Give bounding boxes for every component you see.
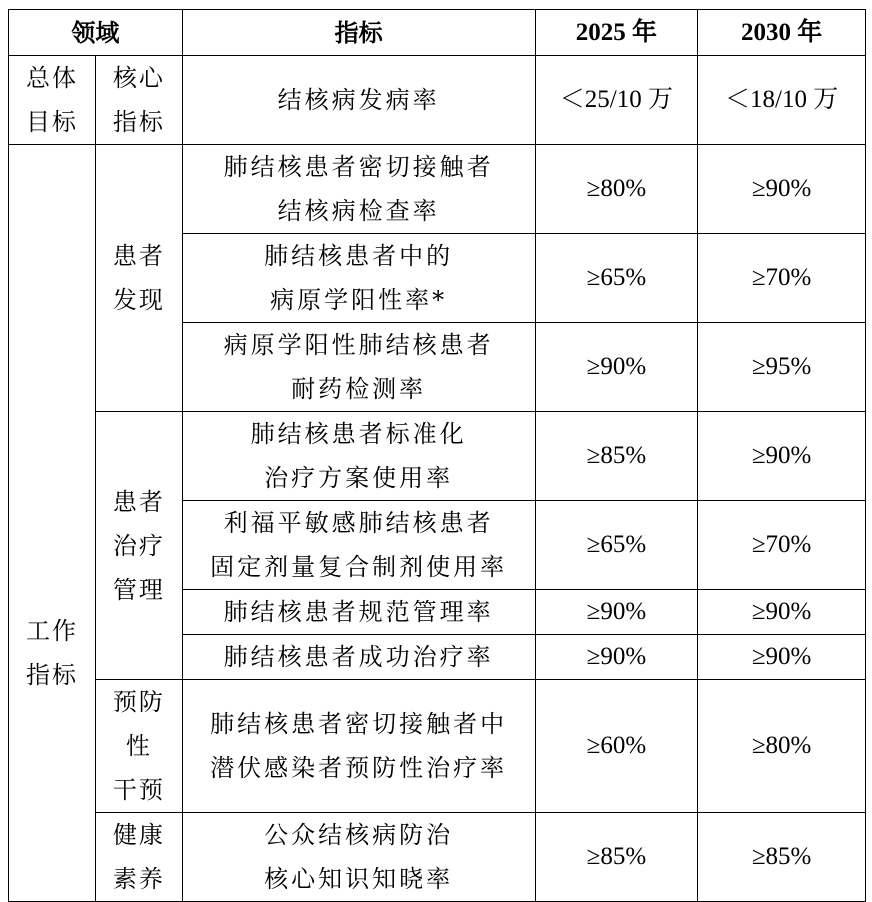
value-2025: ≥80%	[535, 145, 698, 234]
indicator-cell: 肺结核患者成功治疗率	[182, 635, 535, 680]
indicator-cell: 病原学阳性肺结核患者 耐药检测率	[182, 323, 535, 412]
table-row	[9, 813, 866, 902]
header-row	[9, 10, 866, 56]
value-2025: ≥60%	[535, 680, 698, 813]
indicator-cell: 公众结核病防治 核心知识知晓率	[182, 813, 535, 902]
value-2025: ≥85%	[535, 412, 698, 501]
value-2030: ≥90%	[698, 412, 866, 501]
value-2025: ≥90%	[535, 323, 698, 412]
indicator-cell: 利福平敏感肺结核患者 固定剂量复合制剂使用率	[182, 501, 535, 590]
header-indicator: 指标	[182, 10, 535, 56]
subcategory-patient-discovery: 患者 发现	[95, 145, 182, 412]
value-2025: ≥85%	[535, 813, 698, 902]
indicator-table	[8, 9, 866, 902]
subcategory-health-literacy: 健康 素养	[95, 813, 182, 902]
value-2025: ＜25/10 万	[535, 56, 698, 145]
value-2030: ＜18/10 万	[698, 56, 866, 145]
value-2025: ≥90%	[535, 590, 698, 635]
category-work-indicator: 工作 指标	[9, 145, 96, 902]
table-row	[9, 145, 866, 234]
indicator-cell: 肺结核患者密切接触者中 潜伏感染者预防性治疗率	[182, 680, 535, 813]
table-row	[9, 680, 866, 813]
indicator-cell: 结核病发病率	[182, 56, 535, 145]
value-2025: ≥65%	[535, 234, 698, 323]
value-2030: ≥90%	[698, 145, 866, 234]
category-overall-goal: 总体 目标	[9, 56, 96, 145]
table-row	[9, 412, 866, 501]
indicator-cell: 肺结核患者规范管理率	[182, 590, 535, 635]
header-2030: 2030 年	[698, 10, 866, 56]
header-domain: 领域	[9, 10, 183, 56]
value-2030: ≥70%	[698, 234, 866, 323]
table-row	[9, 56, 866, 145]
value-2030: ≥90%	[698, 590, 866, 635]
value-2025: ≥90%	[535, 635, 698, 680]
subcategory-core: 核心 指标	[95, 56, 182, 145]
header-2025: 2025 年	[535, 10, 698, 56]
value-2030: ≥90%	[698, 635, 866, 680]
value-2025: ≥65%	[535, 501, 698, 590]
value-2030: ≥85%	[698, 813, 866, 902]
value-2030: ≥70%	[698, 501, 866, 590]
value-2030: ≥95%	[698, 323, 866, 412]
indicator-cell: 肺结核患者密切接触者 结核病检查率	[182, 145, 535, 234]
subcategory-treatment-management: 患者 治疗 管理	[95, 412, 182, 680]
indicator-cell: 肺结核患者标准化 治疗方案使用率	[182, 412, 535, 501]
subcategory-preventive-intervention: 预防 性 干预	[95, 680, 182, 813]
indicator-cell: 肺结核患者中的 病原学阳性率*	[182, 234, 535, 323]
value-2030: ≥80%	[698, 680, 866, 813]
